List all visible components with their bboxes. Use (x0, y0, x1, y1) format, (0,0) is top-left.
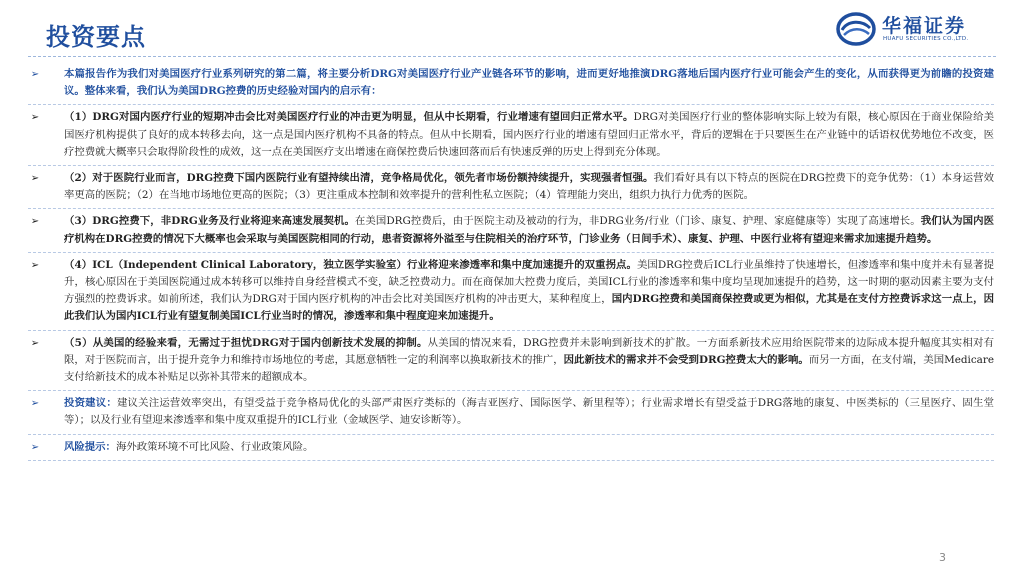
point-bold-tail: 我们认为国内医疗机构在DRG控费的情况下大概率也会采取与美国医院相同的行动，患者资源将外溢至与住院相关的治疗环节，门诊业务（日间手术）、康复、护理、中医行业将有望迎来需求加速提升趋势。 (64, 215, 994, 245)
point-bold-tail: 国内DRG控费和美国商保控费或更为相似，尤其是在支付方控费诉求这一点上，因此我们认为国内ICL行业有望复制美国ICL行业当时的情况，渗透率和集中程度迎来加速提升。 (64, 293, 994, 323)
header-divider (28, 56, 996, 57)
bullet-icon: ➢ (30, 441, 40, 453)
point-lead: （1）DRG对国内医疗行业的短期冲击会比对美国医疗行业的冲击更为明显，但从中长期看，行业增速有望回归正常水平。 (64, 111, 634, 124)
section-divider (28, 330, 994, 331)
page-title: 投资要点 (46, 23, 146, 51)
company-logo (836, 8, 1006, 50)
point-tail: 而另一方面，在支付端，美国Medicare支付给新技术的成本补贴足以弥补其带来的超额成本。 (64, 353, 994, 384)
point-body: DRG对美国医疗行业的整体影响实际上较为有限，核心原因在于商业保险给美国医疗机构提供了良好的成本转移去向，这一点是国内医疗机构不具备的特点。但从中长期看，国内医疗行业的增速有望回归正常水平，背后的逻辑在于只要医生在产业链中的话语权优势地位不改变，医疗控费就大概率只会取得阶段性的成效，这一点在美国医疗支出增速在商保控费后快速回落而后有快速反弹的历史上得到充分体现。 (64, 111, 994, 158)
risk-warning (28, 439, 994, 456)
risk-label: 风险提示： (64, 440, 116, 453)
point-body: 在美国DRG控费后，由于医院主动及被动的行为，非DRG业务/行业（门诊、康复、护理、家庭健康等）实现了高速增长。 (354, 215, 921, 228)
bullet-icon: ➢ (30, 337, 40, 349)
main-content (28, 66, 994, 465)
point-body: 美国DRG控费后ICL行业虽维持了快速增长，但渗透率和集中度并未有显著提升，核心原因在于美国医院通过成本转移可以维持自身经营模式不变，缺乏控费动力。而在商保加大控费力度后，美国ICL行业的渗透率和集中度均呈现加速提升的趋势，这一时期的驱动因素主要为支付方强烈的控费诉求。如前所述，我们认为DRG对于国内医疗机构的冲击会比对美国医疗机构的冲击更大，某种程度上， (64, 258, 994, 306)
page-number: 3 (939, 551, 946, 564)
bullet-icon: ➢ (30, 69, 40, 80)
section-divider (28, 104, 994, 105)
point-bold-mid: 因此新技术的需求并不会受到DRG控费太大的影响。 (563, 353, 809, 366)
risk-text: 海外政策环境不可比风险、行业政策风险。 (115, 440, 314, 453)
bullet-icon: ➢ (30, 398, 40, 410)
investment-advice (28, 395, 994, 429)
bullet-icon: ➢ (30, 216, 40, 228)
point-3 (28, 213, 994, 247)
section-divider (28, 165, 994, 166)
point-body: 从美国的情况来看，DRG控费并未影响到新技术的扩散。一方面系新技术应用给医院带来的边际成本提升幅度其实相对有限，对于医院而言，出于提升竞争力和维持市场地位的考虑，其愿意牺牲一定的利润率以换取新技术的推广， (64, 336, 994, 366)
point-2 (28, 170, 994, 204)
point-lead: （5）从美国的经验来看，无需过于担忧DRG对于国内创新技术发展的抑制。 (64, 336, 428, 349)
point-lead: （3）DRG控费下，非DRG业务及行业将迎来高速发展契机。 (64, 215, 355, 228)
logo-mark-icon (836, 10, 876, 48)
section-divider (28, 434, 994, 435)
section-divider (28, 252, 994, 253)
logo-english-name: HUAFU SECURITIES CO.,LTD. (883, 36, 969, 42)
intro-text: 本篇报告作为我们对美国医疗行业系列研究的第二篇，将主要分析DRG对美国医疗行业产业链各环节的影响，进而更好地推演DRG落地后国内医疗行业可能会产生的变化，从而获得更为前瞻的投资建议。整体来看，我们认为美国DRG控费的历史经验对国内的启示有： (64, 68, 994, 98)
point-5 (28, 335, 994, 387)
point-1 (28, 109, 994, 161)
point-body: 我们看好具有以下特点的医院在DRG控费下的竞争优势：（1）本身运营效率更高的医院；（2）在当地市场地位更高的医院；（3）更注重成本控制和效率提升的营利性私立医院；（4）管理能力突出，组织力执行力优秀的医院。 (64, 172, 994, 202)
logo-chinese-name: 华福证券 (882, 15, 967, 37)
point-lead: （4）ICL（Independent Clinical Laboratory，独立医学实验室）行业将迎来渗透率和集中度加速提升的双重拐点。 (64, 258, 637, 271)
bullet-icon: ➢ (30, 259, 40, 271)
bullet-icon: ➢ (30, 112, 40, 124)
intro-paragraph (28, 66, 994, 100)
investment-text: 建议关注运营效率突出，有望受益于竞争格局优化的头部严肃医疗类标的（海吉亚医疗、国际医学、新里程等）；行业需求增长有望受益于DRG落地的康复、中医类标的（三星医疗、固生堂等）；以及行业有望迎来渗透率和集中度双重提升的ICL行业（金域医学、迪安诊断等）。 (64, 397, 994, 427)
section-divider (28, 390, 994, 391)
investment-label: 投资建议： (64, 397, 117, 410)
bullet-icon: ➢ (30, 173, 40, 185)
point-lead: （2）对于医院行业而言，DRG控费下国内医院行业有望持续出清，竞争格局优化，领先者市场份额持续提升，实现强者恒强。 (64, 172, 654, 185)
point-4 (28, 257, 994, 326)
section-divider (28, 208, 994, 209)
section-divider (28, 460, 994, 461)
